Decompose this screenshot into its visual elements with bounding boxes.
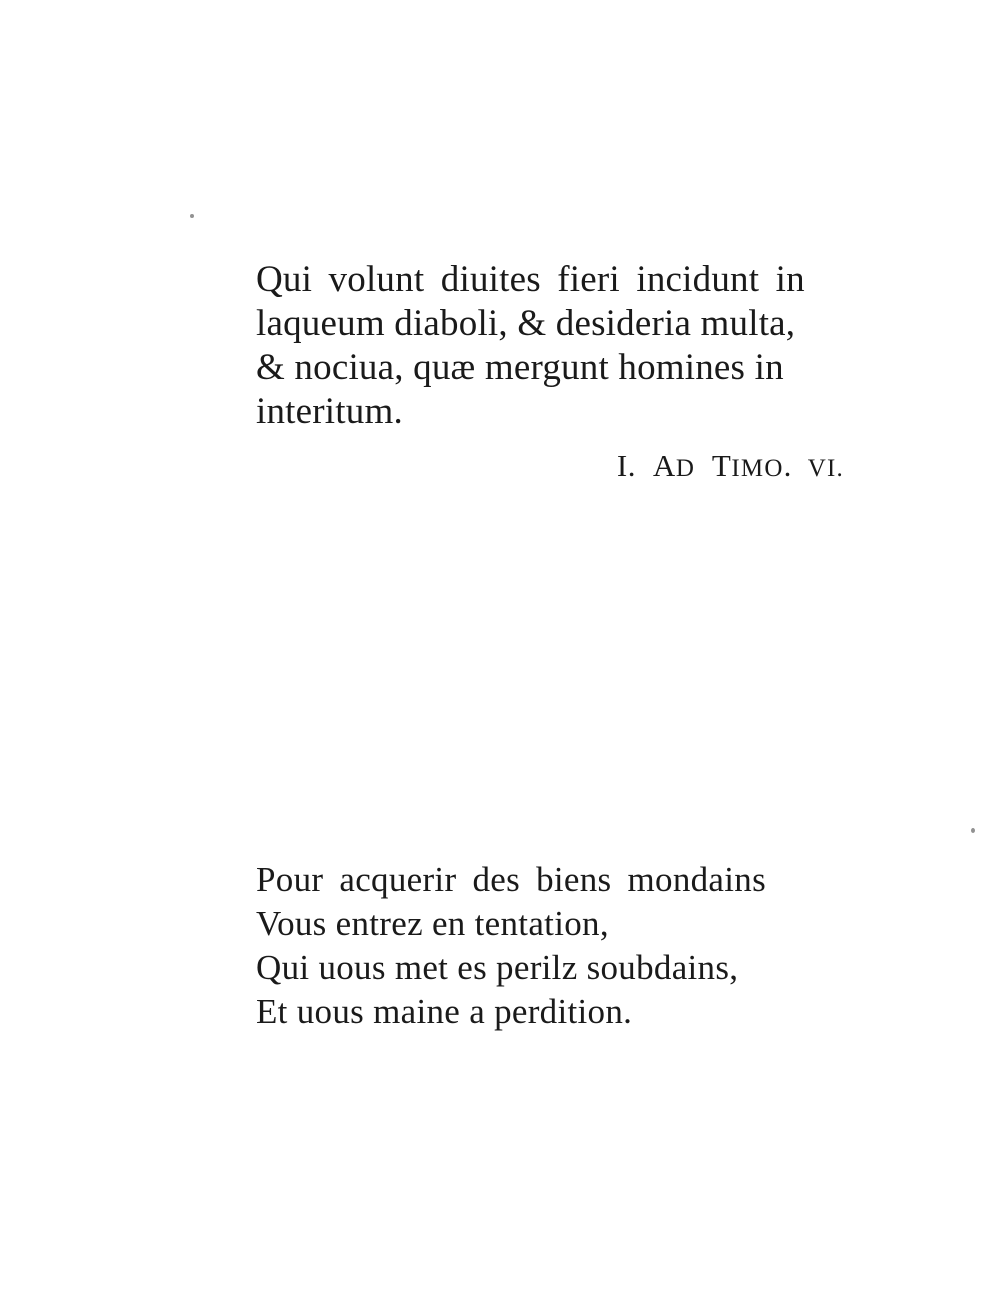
french-line: Pour acquerir des biens mondains [256, 860, 766, 899]
latin-line: & nociua, quæ mergunt homines in [256, 347, 784, 388]
citation-author: TIMO. [703, 448, 792, 483]
latin-quotation-block [256, 258, 886, 484]
latin-line: Qui volunt diuites fieri incidunt in [256, 259, 805, 300]
french-line: Qui uous met es perilz soubdains, [256, 948, 739, 987]
latin-line: interitum. [256, 391, 403, 432]
citation-book: AD [644, 448, 696, 483]
citation-number: I. [616, 448, 637, 483]
ink-speck-icon [190, 214, 194, 218]
french-line: Vous entrez en tentation, [256, 904, 609, 943]
french-verse-block [256, 858, 886, 1034]
citation-chapter: VI. [800, 455, 844, 482]
scripture-citation [256, 448, 886, 484]
french-line: Et uous maine a perdition. [256, 992, 633, 1031]
latin-line: laqueum diaboli, & desideria multa, [256, 303, 796, 344]
ink-speck-icon [971, 828, 975, 833]
